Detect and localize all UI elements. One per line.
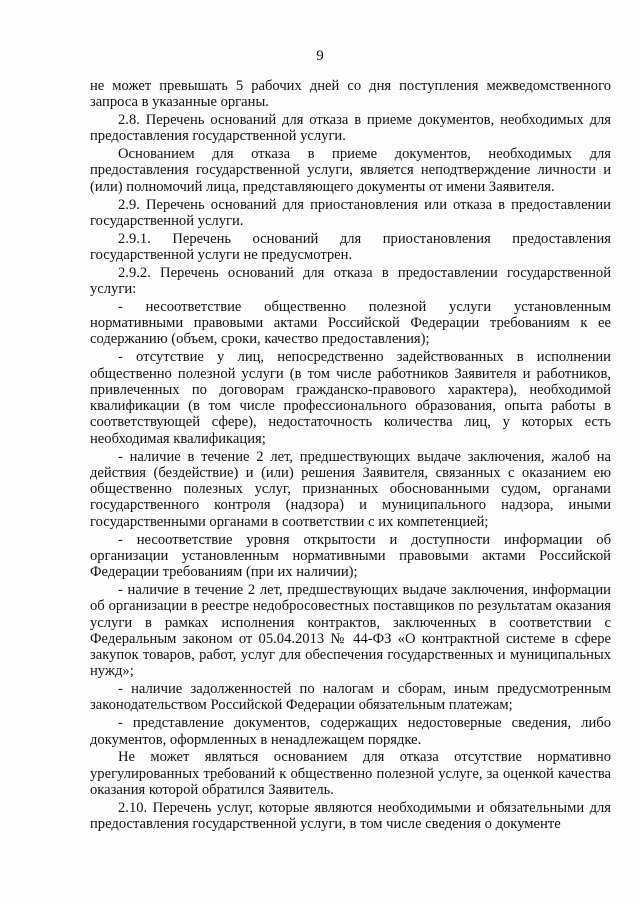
- list-item: - представление документов, содержащих недостоверные сведения, либо документов, оформленных в ненадлежащем порядке.: [90, 715, 611, 748]
- list-item: - несоответствие уровня открытости и доступности информации об организации установленным нормативными правовыми актами Российской Федерации требованиям (при их наличии);: [90, 531, 611, 581]
- section-2-9-heading: 2.9. Перечень оснований для приостановления или отказа в предоставлении государственной услуги.: [90, 196, 611, 229]
- paragraph: Основанием для отказа в приеме документов, необходимых для предоставления государственной услуги, является неподтверждение личности и (или) полномочий лица, представляющего документы от имени Заявителя.: [90, 146, 611, 195]
- paragraph: Не может являться основанием для отказа отсутствие нормативно урегулированных требований к общественно полезной услуге, за оценкой качества оказания которой обратился Заявитель.: [90, 749, 611, 798]
- list-item: - отсутствие у лиц, непосредственно задействованных в исполнении общественно полезной услуги (в том числе работников Заявителя и работников, привлеченных по договорам гражданско-правового характера), необходимой квалификации (в том числе профессионального образования, опыта работы в соответствующей сфере), недостаточность количества лиц, у которых есть необходимая квалификация;: [90, 349, 611, 447]
- page-number: 9: [316, 48, 324, 64]
- section-2-10-heading: 2.10. Перечень услуг, которые являются необходимыми и обязательными для предоставления государственной услуги, в том числе сведения о документе: [90, 799, 611, 833]
- paragraph-continuation: не может превышать 5 рабочих дней со дня поступления межведомственного запроса в указанные органы.: [90, 78, 611, 111]
- section-2-8-heading: 2.8. Перечень оснований для отказа в приеме документов, необходимых для предоставления государственной услуги.: [90, 112, 611, 145]
- list-item: - наличие задолженностей по налогам и сборам, иным предусмотренным законодательством Российской Федерации обязательным платежам;: [90, 681, 611, 714]
- list-item: - несоответствие общественно полезной услуги установленным нормативными правовыми актами Российской Федерации требованиям к ее содержанию (объем, сроки, качество предоставления);: [90, 298, 611, 348]
- document-body: [90, 78, 611, 834]
- section-2-9-1: 2.9.1. Перечень оснований для приостановления предоставления государственной услуги не предусмотрен.: [90, 230, 611, 263]
- section-2-9-2: 2.9.2. Перечень оснований для отказа в предоставлении государственной услуги:: [90, 264, 611, 298]
- list-item: - наличие в течение 2 лет, предшествующих выдаче заключения, жалоб на действия (бездействие) и (или) решения Заявителя, связанных с оказанием ею общественно полезных услуг, признанных обоснованными судом, органами государственного контроля (надзора) и муниципального надзора, иными государственными органами в соответствии с их компетенцией;: [90, 448, 611, 530]
- list-item: - наличие в течение 2 лет, предшествующих выдаче заключения, информации об организации в реестре недобросовестных поставщиков по результатам оказания услуги в рамках исполнения контрактов, заключенных в соответствии с Федеральным законом от 05.04.2013 № 44-ФЗ «О контрактной системе в сфере закупок товаров, работ, услуг для обеспечения государственных и муниципальных нужд»;: [90, 581, 611, 680]
